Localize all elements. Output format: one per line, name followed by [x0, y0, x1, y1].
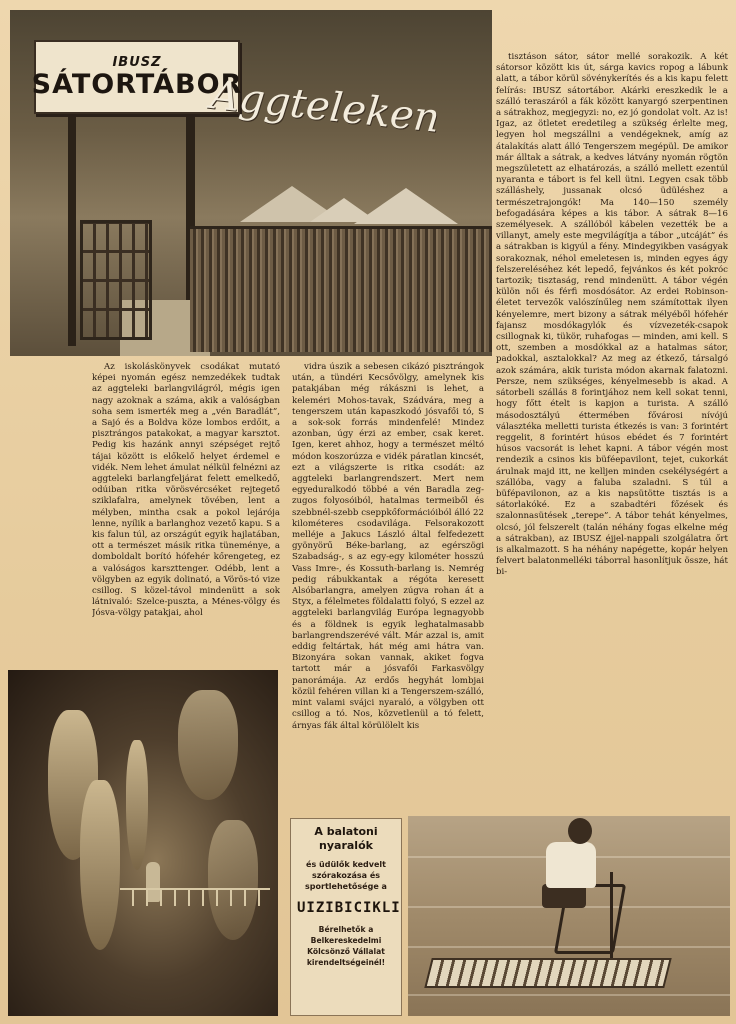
water-ripple [408, 994, 730, 996]
ad-body: és üdülők kedvelt szórakozása és sportlehetősége a [305, 860, 387, 891]
rider-body [546, 842, 596, 888]
waterbike-ad [290, 818, 402, 1016]
waterbike-hull [424, 958, 671, 988]
article-column-2 [292, 362, 484, 808]
cave-photo [8, 670, 278, 1016]
stalagmite-shape [208, 820, 258, 940]
ad-product-name: UIZIBICIKLI [297, 900, 401, 916]
ad-heading: A balatoni nyaralók [314, 825, 378, 852]
article-paragraph: Az iskoláskönyvek csodákat mutató képei nyomán egész nemzedékek tudtak az aggteleki barlangvilágról, mégis igen nagy azoknak a száma, akik a valóságban soha sem ismerték meg a „vén Baradlát”, a Sajó és a Boldva köze lombos erdőit, a pisztrángos patakokat, a magyar karsztot. Pedig kis hazánk annyi szépséget rejtő tájai között is előkelő helyet érdemel e vidék. Nem lehet ámulat nélkül felnézni az aggteleki barlangfeljárat felett emelkedő, odúiban ritka vörösvércséket rejtegető sziklafalra, amelynek tövében, lent a mélyben, mintha csak a pokol lejárója lenne, nyílik a barlanghoz vezető kapu. S a kis falun túl, az országút egyik hajlatában, ott a természet másik ritka tüneménye, a domboldalt borító hófehér kőrengeteg, ez a valóságos karszttenger. Odébb, lent a völgyben az egyik dolinató, a Vörös-tó vize csillog. S közel-távol mindenütt a sok látnivaló: Szelce-puszta, a Ménes-völgy és Jósva-völgy patakjai, ahol [92, 362, 280, 619]
stalactite-shape [178, 690, 238, 800]
wicker-fence [190, 226, 492, 352]
article-paragraph: tisztáson sátor, sátor mellé sorakozik. A két sátorsor között kis út, sárga kavics ropog a lábunk alatt, a tábor körül sövénykerítés és a kis kapu felett felírás: IBUSZ sátortábor. Akárki ereszkedik le a szálló teraszáról a fák között kanyargó szerpentinen a sátrakhoz, megjegyzi: no, ez jó gondolat volt. Az is! Igaz, az ötletet eredetileg a szükség érlelte meg, legyen hol megszállni a vendégeknek, amíg az átalakítás alatt álló Tengerszem megépül. De amikor már álltak a sátrak, a kedves látvány nyomán rögtön megszületett az elhatározás, a szálló mellett ezentúl nyaranta e tábort is fel kell ütni. Legyen csak több szálláshely, jussanak olcsó üdüléshez a természetrajongók! Ma 140—150 személy befogadására képes a kis tábor. A sátrak 8—16 személyesek. A szállóból kábelen vezették be a villanyt, amely este megvilágítja a tábor „utcáját” és a sátrakban is kigyúl a fény. Mindegyikben vaságyak sorakoznak, néhol emeletesen is, minden egyes ágy felszereléséhez két lepedő, fejvánkos és két pokróc tartozik; tisztaság, rend mindenütt. A tábor végén külön női és férfi mosdósátor. Az erdei Robinson-életet tervezők valószínűleg nem számítottak ilyen kényelemre, mert bizony a sátrak mélyéből hófehér fajansz mosdókagylók és vízvezeték-csapok csillognak ki, tükör, ruhafogas — minden, ami kell. S ott, szemben a mosdókkal az a hatalmas sátor, padokkal, asztalokkal? Az meg az étkező, társalgó azok számára, akik turista módon akarnak falatozni. Persze, nem szükséges, kényelmesebb is akad. A sátorbeli szállás 8 forintjához nem kell sokat tenni, hogy főtt ételt is kapjon a turista. A szálló másodosztályú éttermében fővárosi nívójú választéka melletti turista étkezés is van: 3 forintért reggelit, 8 forintért húsos ebédet és 7 forintért húsos vacsorát is lehet kapni. A tábor végén most rendezik a csinos kis büféepavilont, tejet, cukorkát árulnak majd itt, ne kelljen minden csekélységért a szállóba, vagy a faluba szaladni. S túl a büfépavilonon, az a kis napsütötte tisztás is a sátorlakóké. Ez a szabadtéri főzések és szalonnasütések „terepe”. A tábor tehát kényelmes, olcsó, jól felszerelt (talán néhány fogas elkelne még a sátrakban), az IBUSZ éjjel-nappali szolgálatra őrt is alkalmazott. S ha néhány napégette, kopár helyen felvert balatonmelléki táborral hasonlítjuk össze, hát bi- [496, 52, 728, 578]
handlebar-post [610, 872, 613, 958]
script-caption: Aggteleken [208, 72, 442, 142]
sign-brand: IBUSZ [112, 54, 162, 70]
rider-head [568, 818, 592, 844]
sign-title: SÁTORTÁBOR [31, 68, 243, 100]
ad-footer: Bérelhetők a Belkereskedelmi Kölcsönző Vállalat kirendeltségeinél! [306, 925, 386, 967]
article-column-3 [496, 52, 728, 808]
stalagmite-shape [80, 780, 120, 950]
cave-railing [120, 888, 270, 906]
article-column-1 [92, 362, 280, 662]
camp-gate [80, 220, 152, 340]
stalactite-shape [126, 740, 148, 870]
sign-post [68, 110, 76, 346]
tent-shape [310, 198, 378, 222]
article-paragraph: vidra úszik a sebesen cikázó pisztrángok után, a tündéri Kecsővölgy, amelynek kis patakjában még rákászni is lehet, a keleméri Mohos-tavak, Szádvára, meg a tengerszem után kapaszkodó jósvafői tó, S a sok-sok forrás mindenfelé! Mindez azonban, úgy érzi az ember, csak keret. Igen, keret ahhoz, hogy a természet méltó módon koszorúzza e vidék páratlan kincsét, ezt a világszerte is ritka csodát: az aggteleki barlangrendszert. Mert nem egyeduralkodó többé a vén Baradla zeg-zugos folyosóiból, hatalmas termeiből és szebbnél-szebb cseppkőformációiból álló 22 kilométeres csodavilága. Felsorakozott melléje a Jakucs László által felfedezett gyönyörű Béke-barlang, az egérszögi Szabadság-, s az egy-egy kilométer hosszú Vass Imre-, és Kossuth-barlang is. Nemrég pedig rábukkantak a régóta keresett Alsóbarlangra, amelyen zúgva rohan át a Styx, a félelmetes földalatti folyó, S ezzel az aggteleki barlangvilág Európa legnagyobb és a földnek is egyik leghatalmasabb barlangrendszerévé vált. Már azzal is, amit eddig feltártak, hát még ami hátra van. Bizonyára sokan vannak, akiket fogva tartott már a jósvafői Farkasvölgy panorámája. Az erdős hegyhát lombjai közül fehéren villan ki a Tengerszem-szálló, mint valami svájci nyaraló, a völgyben ott csillog a tó. Nos, közvetlenül a tó felett, árnyas fák által körülölelt kis [292, 362, 484, 731]
